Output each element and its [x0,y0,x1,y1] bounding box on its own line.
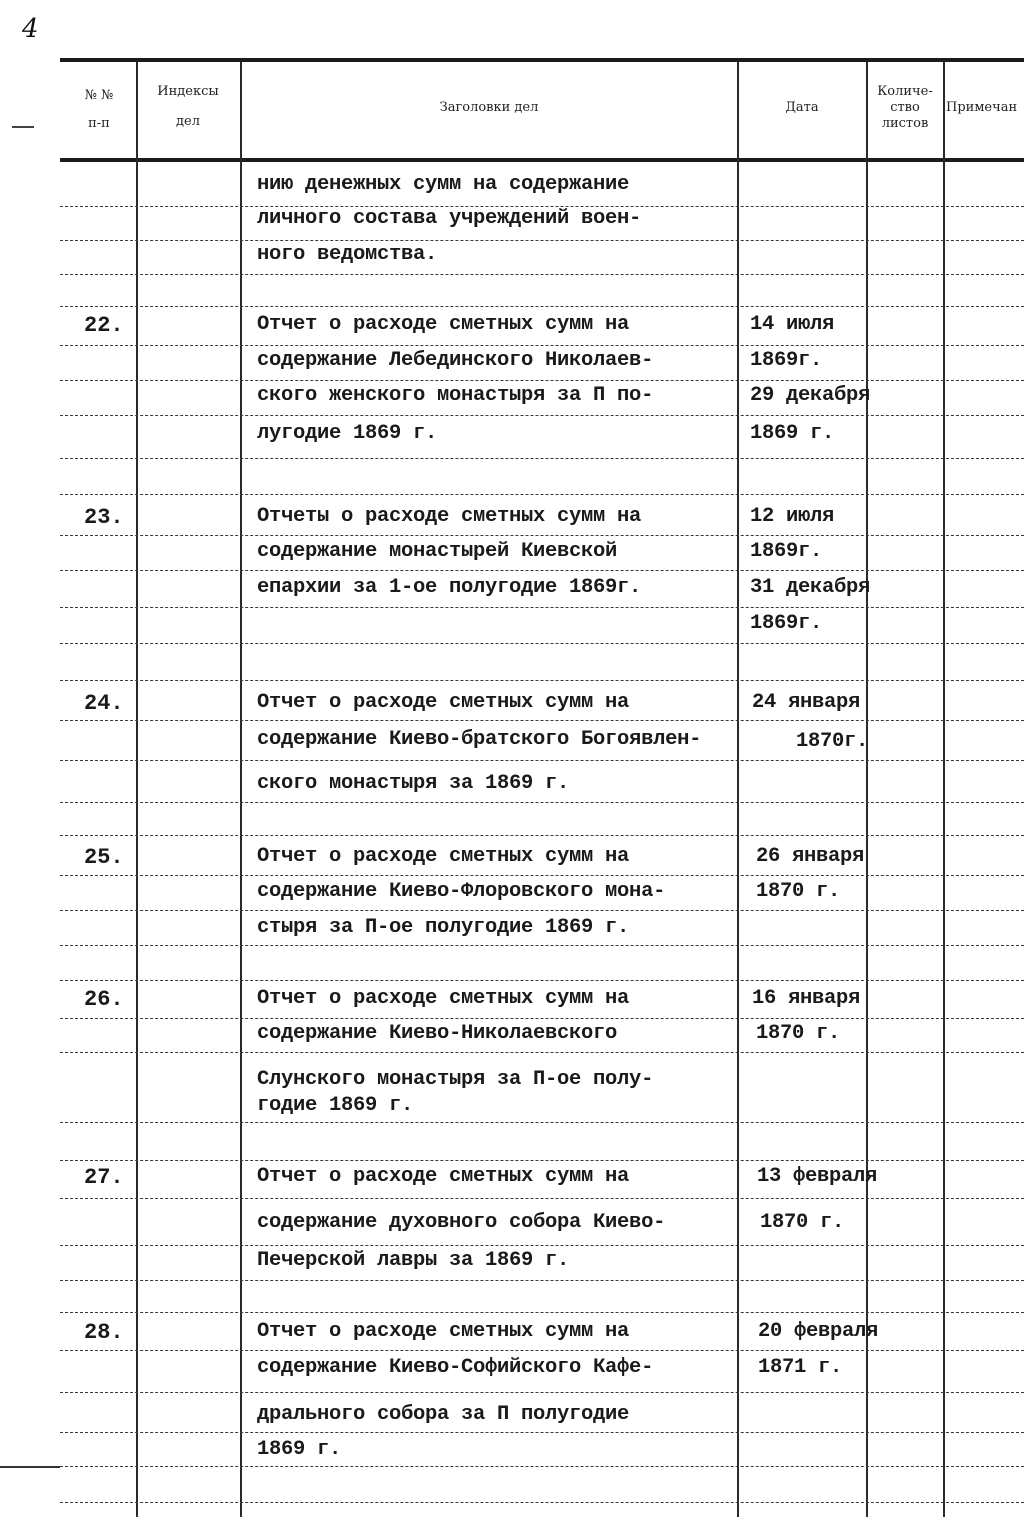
entry-title-line: Отчеты о расходе сметных сумм на [257,505,642,528]
entry-title-line: лугодие 1869 г. [257,422,438,445]
entry-date-line: 14 июля [750,313,835,336]
column-divider [136,62,138,1517]
header-num-line2: п-п [88,116,110,131]
entry-title-line: содержание Лебединского Николаев- [257,349,654,372]
entry-title-line: епархии за 1-ое полугодие 1869г. [257,576,642,599]
ruled-line [60,760,1024,761]
entry-title-line: годие 1869 г. [257,1094,414,1117]
entry-date-line: 1870 г. [756,880,841,903]
entry-number: 26. [84,987,124,1012]
entry-date-line: 12 июля [750,505,835,528]
entry-number: 24. [84,691,124,716]
ruled-line [60,1466,1024,1467]
entry-title-line: Отчет о расходе сметных сумм на [257,987,630,1010]
ruled-line [60,494,1024,495]
ruled-line [60,607,1024,608]
ruled-line [60,1312,1024,1313]
ruled-line [60,1392,1024,1393]
entry-number: 23. [84,505,124,530]
ruled-line [60,1502,1024,1503]
entry-date-line: 24 января [752,691,861,714]
ruled-line [60,570,1024,571]
entry-date-line: 1870 г. [756,1022,841,1045]
ruled-line [60,875,1024,876]
ruled-line [60,1052,1024,1053]
header-index [138,84,238,130]
entry-date-line: 1870г. [796,730,869,753]
ruled-line [60,1122,1024,1123]
header-note: Примечан [946,100,1018,115]
ruled-line [60,1350,1024,1351]
ruled-line [60,1198,1024,1199]
entry-date-line: 31 декабря [750,576,871,599]
header-top-rule [60,58,1024,62]
header-title: Заголовки дел [439,100,539,115]
ruled-line [60,680,1024,681]
entry-title-line: содержание Киево-Флоровского мона- [257,880,666,903]
ruled-line [60,535,1024,536]
entry-date-line: 26 января [756,845,865,868]
entry-number: 22. [84,313,124,338]
entry-title-line: Отчет о расходе сметных сумм на [257,1165,630,1188]
entry-title-line: содержание духовного собора Киево- [257,1211,666,1234]
header-sheets-line3: листов [881,116,929,131]
entry-title-line: ского монастыря за 1869 г. [257,772,570,795]
column-divider [240,62,242,1517]
ruled-line [60,306,1024,307]
column-divider [943,62,945,1517]
margin-rule [0,1466,60,1468]
ruled-line [60,1160,1024,1161]
header-date: Дата [785,100,819,115]
entry-title-line: Отчет о расходе сметных сумм на [257,313,630,336]
entry-title-line: содержание монастырей Киевской [257,540,618,563]
entry-title-line: стыря за П-ое полугодие 1869 г. [257,916,630,939]
page-number: 4 [22,14,39,44]
entry-title-line: Отчет о расходе сметных сумм на [257,1320,630,1343]
ruled-line [60,345,1024,346]
ruled-line [60,415,1024,416]
entry-date-line: 29 декабря [750,384,871,407]
entry-date-line: 1869г. [750,349,823,372]
entry-title-line: дрального собора за П полугодие [257,1403,630,1426]
header-sheets-line2: ство [890,100,920,115]
entry-date-line: 20 февраля [758,1320,879,1343]
header-sheets [867,84,943,132]
entry-number: 27. [84,1165,124,1190]
entry-date-line: 1869 г. [750,422,835,445]
entry-title-line: Печерской лавры за 1869 г. [257,1249,570,1272]
entry-title-line: ского женского монастыря за П по- [257,384,654,407]
header-index-line1: Индексы [157,84,219,99]
margin-tick [12,126,34,128]
header-bottom-rule [60,158,1024,162]
header-index-line2: дел [176,114,200,129]
ruled-line [60,835,1024,836]
ruled-line [60,910,1024,911]
column-divider [866,62,868,1517]
ruled-line [60,1018,1024,1019]
entry-title-line: Отчет о расходе сметных сумм на [257,691,630,714]
ruled-line [60,1432,1024,1433]
continuation-line: нию денежных сумм на содержание [257,173,630,196]
entry-date-line: 13 февраля [757,1165,878,1188]
entry-number: 25. [84,845,124,870]
entry-date-line: 16 января [752,987,861,1010]
entry-date-line: 1870 г. [760,1211,845,1234]
entry-date-line: 1869г. [750,612,823,635]
ruled-line [60,240,1024,241]
header-num-line1: № № [84,88,114,103]
continuation-line: личного состава учреждений воен- [257,207,642,230]
ruled-line [60,380,1024,381]
header-sheets-line1: Количе- [877,84,933,99]
entry-title-line: Слунского монастыря за П-ое полу- [257,1068,654,1091]
ruled-line [60,643,1024,644]
ruled-line [60,1245,1024,1246]
entry-title-line: содержание Киево-Софийского Кафе- [257,1356,654,1379]
ruled-line [60,1280,1024,1281]
column-divider [737,62,739,1517]
entry-title-line: Отчет о расходе сметных сумм на [257,845,630,868]
entry-number: 28. [84,1320,124,1345]
ruled-line [60,802,1024,803]
entry-date-line: 1869г. [750,540,823,563]
header-num [64,88,134,132]
continuation-line: ного ведомства. [257,243,438,266]
ruled-line [60,720,1024,721]
ruled-line [60,980,1024,981]
entry-title-line: 1869 г. [257,1438,342,1461]
entry-title-line: содержание Киево-Николаевского [257,1022,618,1045]
entry-date-line: 1871 г. [758,1356,843,1379]
ruled-line [60,274,1024,275]
ruled-line [60,945,1024,946]
entry-title-line: содержание Киево-братского Богоявлен- [257,728,702,751]
ruled-line [60,458,1024,459]
